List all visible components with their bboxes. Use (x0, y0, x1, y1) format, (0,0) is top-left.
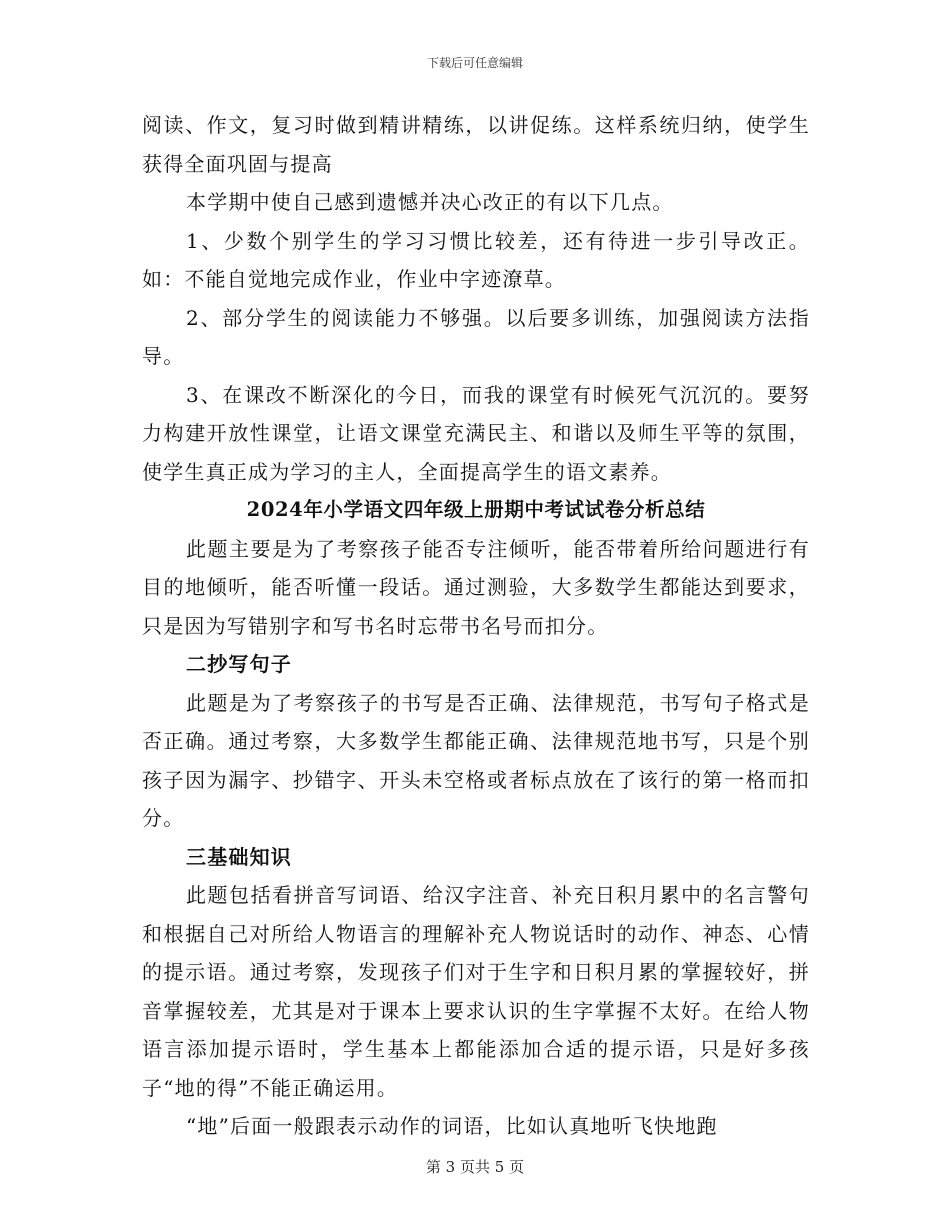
section-heading-copy-sentences: 二抄写句子 (186, 652, 292, 676)
paragraph-basic-knowledge: 此题包括看拼音写词语、给汉字注音、补充日积月累中的名言警句和根据自己对所给人物语言的理解补充人物说话时的动作、神态、心情的提示语。通过考察，发现孩子们对于生字和日积月累的掌握较好，拼音掌握较差，尤其是对于课本上要求认识的生字掌握不太好。在给人物语言添加提示语时，学生基本上都能添加合适的提示语，只是好多孩子“地的得”不能正确运用。 (142, 883, 810, 1100)
paragraph-point-2: 2、部分学生的阅读能力不够强。以后要多训练，加强阅读方法指导。 (142, 305, 810, 368)
page-header: 下载后可任意编辑 (426, 56, 523, 70)
paragraph-de-usage: “地”后面一般跟表示动作的词语，比如认真地听飞快地跑 (186, 1114, 718, 1138)
document-title: 2024年小学语文四年级上册期中考试试卷分析总结 (246, 498, 706, 521)
page-footer: 第 3 页共 5 页 (425, 1158, 525, 1176)
paragraph-continuation: 阅读、作文，复习时做到精讲精练，以讲促练。这样系统归纳，使学生获得全面巩固与提高 (142, 113, 810, 176)
paragraph-listening: 此题主要是为了考察孩子能否专注倾听，能否带着所给问题进行有目的地倾听，能否听懂一段话。通过测验，大多数学生都能达到要求，只是因为写错别字和写书名时忘带书名号而扣分。 (142, 536, 810, 638)
paragraph-point-1: 1、少数个别学生的学习习惯比较差，还有待进一步引导改正。如：不能自觉地完成作业，作业中字迹潦草。 (142, 228, 810, 291)
paragraph-copy-sentences: 此题是为了考察孩子的书写是否正确、法律规范，书写句子格式是否正确。通过考察，大多数学生都能正确、法律规范地书写，只是个别孩子因为漏字、抄错字、开头未空格或者标点放在了该行的第一格而扣分。 (142, 690, 810, 830)
paragraph-regrets-intro: 本学期中使自己感到遗憾并决心改正的有以下几点。 (186, 190, 674, 214)
document-body (142, 106, 810, 1146)
paragraph-point-3: 3、在课改不断深化的今日，而我的课堂有时候死气沉沉的。要努力构建开放性课堂，让语文课堂充满民主、和谐以及师生平等的氛围，使学生真正成为学习的主人，全面提高学生的语文素养。 (142, 382, 810, 484)
section-heading-basic-knowledge: 三基础知识 (186, 844, 292, 869)
